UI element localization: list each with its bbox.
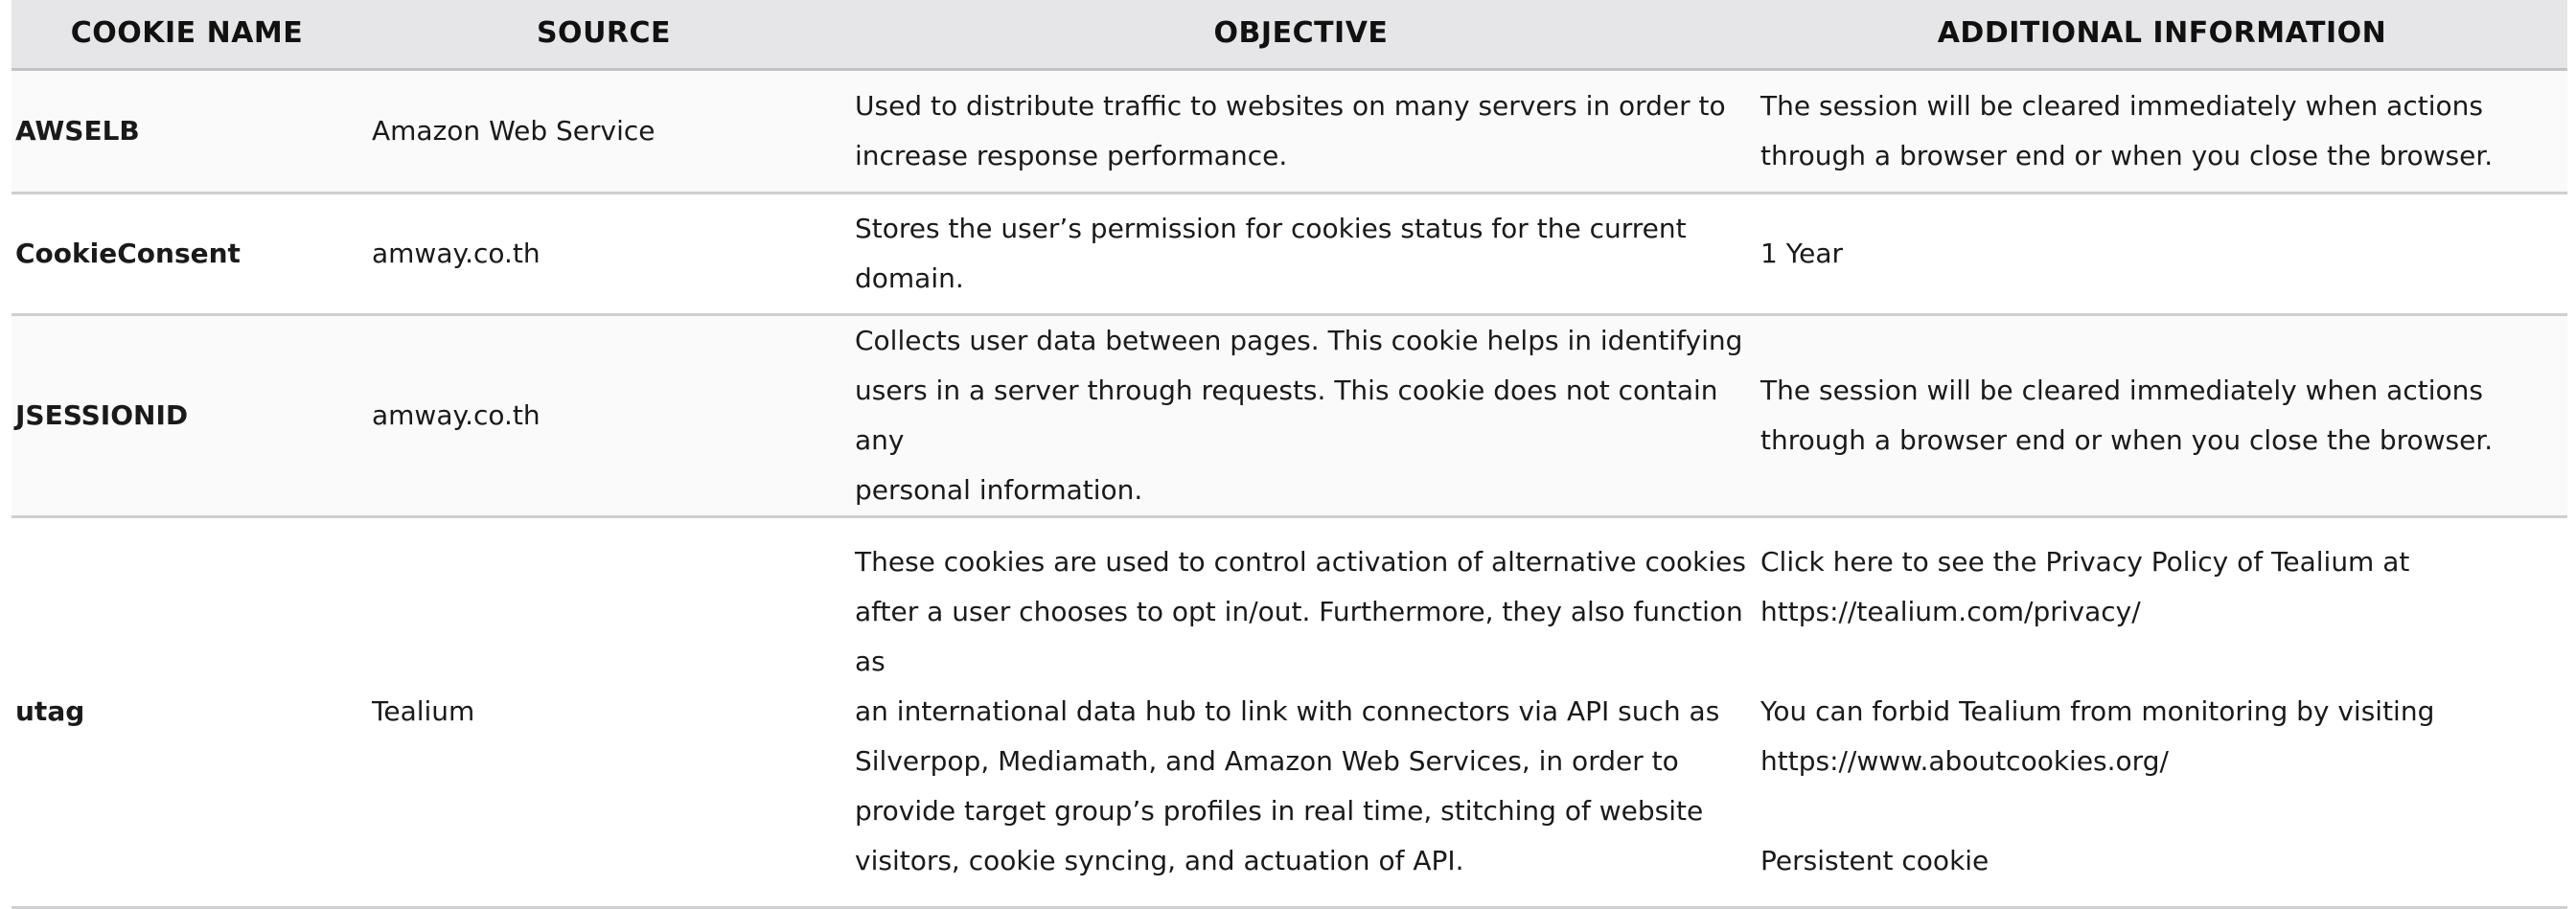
additional-information-cell: Click here to see the Privacy Policy of Tealium at https://tealium.com/privacy/ You can forbid Tealium from monitoring by visiting https://www.aboutcookies.org/ Persistent cookie xyxy=(1757,516,2567,907)
table-header xyxy=(12,0,2567,69)
source-cell: Tealium xyxy=(362,516,845,907)
source-cell: amway.co.th xyxy=(362,314,845,516)
objective-cell: Used to distribute traffic to websites on many servers in order to increase response performance. xyxy=(845,69,1757,193)
additional-information-cell: The session will be cleared immediately when actions through a browser end or when you close the browser. xyxy=(1757,69,2567,193)
cookie-name-cell: JSESSIONID xyxy=(12,314,362,516)
table-row xyxy=(12,69,2567,193)
header-row xyxy=(12,0,2567,69)
objective-cell: Collects user data between pages. This cookie helps in identifying users in a server through requests. This cookie does not contain any personal information. xyxy=(845,314,1757,516)
source-cell: amway.co.th xyxy=(362,193,845,314)
header-source: SOURCE xyxy=(362,0,845,69)
header-additional-information: ADDITIONAL INFORMATION xyxy=(1757,0,2567,69)
cookie-name-cell: utag xyxy=(12,516,362,907)
header-objective: OBJECTIVE xyxy=(845,0,1757,69)
additional-information-cell: The session will be cleared immediately when actions through a browser end or when you close the browser. xyxy=(1757,314,2567,516)
table-row xyxy=(12,314,2567,516)
table-row xyxy=(12,516,2567,907)
table-row xyxy=(12,193,2567,314)
objective-cell: Stores the user’s permission for cookies status for the current domain. xyxy=(845,193,1757,314)
objective-cell: These cookies are used to control activation of alternative cookies after a user chooses to opt in/out. Furthermore, they also function as an international data hub to link with connectors via API such as Silverpop, Mediamath, and Amazon Web Services, in order to provide target group’s profiles in real time, stitching of website visitors, cookie syncing, and actuation of API. xyxy=(845,516,1757,907)
source-cell: Amazon Web Service xyxy=(362,69,845,193)
cookie-name-cell: AWSELB xyxy=(12,69,362,193)
header-cookie-name: COOKIE NAME xyxy=(12,0,362,69)
cookie-table xyxy=(12,0,2567,909)
cookie-name-cell: CookieConsent xyxy=(12,193,362,314)
table-body xyxy=(12,69,2567,907)
additional-information-cell: 1 Year xyxy=(1757,193,2567,314)
